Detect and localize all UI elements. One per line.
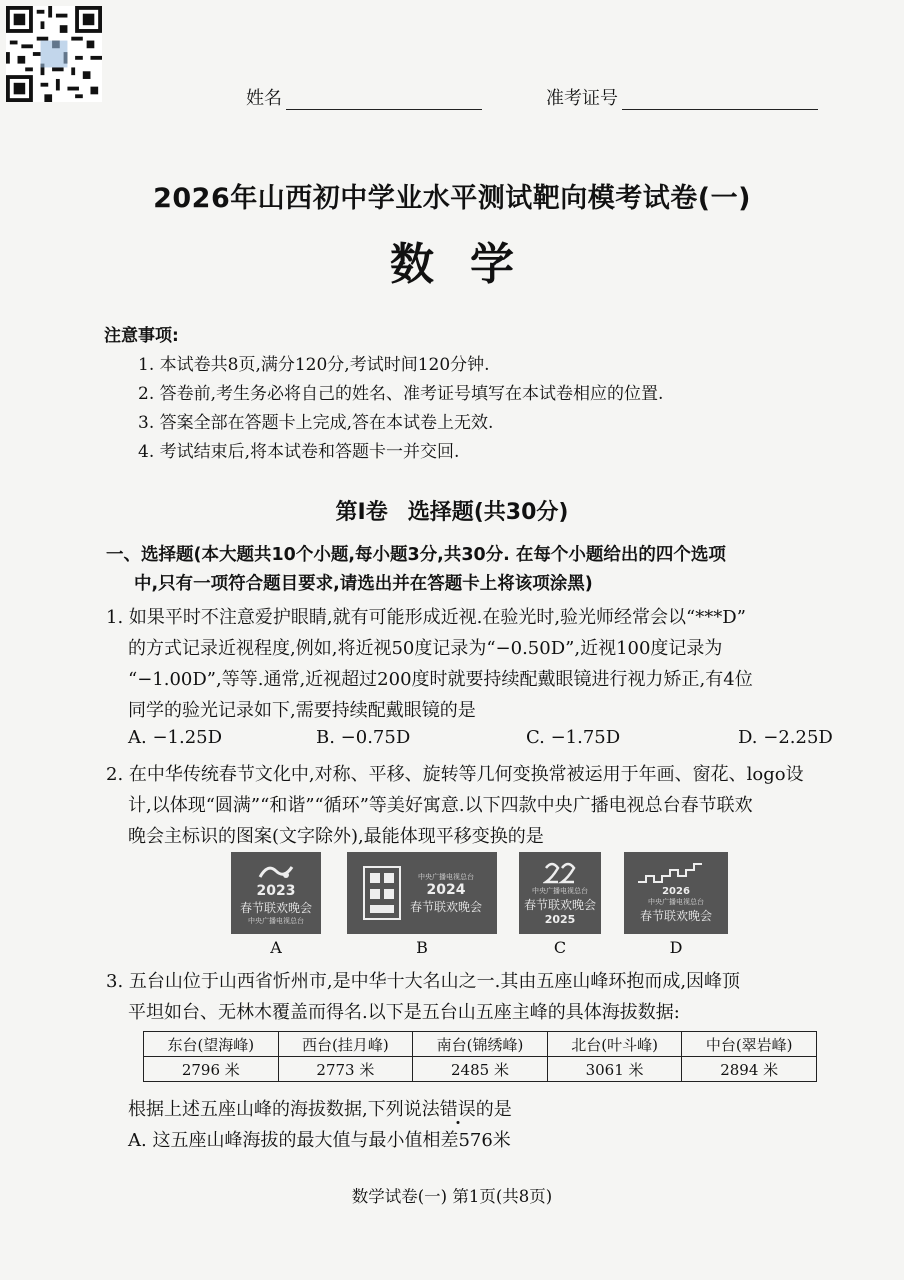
section-name: 选择题(共30分) — [407, 500, 569, 525]
table-header-row — [144, 1032, 817, 1057]
notice-item: 2. 答卷前,考生务必将自己的姓名、准考证号填写在本试卷相应的位置. — [138, 384, 664, 404]
logo-d-year: 2026 — [662, 886, 690, 897]
logo-c-year: 2025 — [544, 913, 576, 926]
table-header-cell: 东台(望海峰) — [144, 1032, 279, 1057]
logo-b-year: 2024 — [426, 881, 466, 898]
logo-b-small: 中央广播电视总台 — [417, 872, 474, 881]
q3-question-post: 的是 — [475, 1099, 512, 1120]
logo-d-name: 春节联欢晚会 — [639, 909, 712, 923]
table-header-cell: 南台(锦绣峰) — [413, 1032, 548, 1057]
logo-a-label: A — [270, 938, 282, 957]
q1-text: “−1.00D”,等等.通常,近视超过200度时就要持续配戴眼镜进行视力矫正,有4位 — [128, 669, 753, 690]
logo-d-emblem — [636, 862, 716, 886]
section-part: 第Ⅰ卷 — [335, 500, 388, 525]
table-cell: 2773 米 — [278, 1057, 413, 1082]
logo-c-small: 中央广播电视总台 — [532, 887, 588, 895]
table-header-cell: 中台(翠岩峰) — [682, 1032, 817, 1057]
logo-c-image — [519, 852, 601, 934]
q1-text: 同学的验光记录如下,需要持续配戴眼镜的是 — [128, 700, 476, 721]
name-blank[interactable] — [286, 89, 482, 110]
page-footer: 数学试卷(一) 第1页(共8页) — [351, 1187, 553, 1206]
notice-item: 4. 考试结束后,将本试卷和答题卡一并交回. — [138, 442, 460, 462]
part-instruction: 中,只有一项符合题目要求,请选出并在答题卡上将该项涂黑) — [134, 574, 593, 594]
logo-d-image — [624, 852, 728, 934]
q1-option-d: D. −2.25D — [738, 727, 833, 748]
table-cell: 2485 米 — [413, 1057, 548, 1082]
qr-code — [6, 4, 102, 104]
table-row — [144, 1057, 817, 1082]
table-header-cell: 北台(叶斗峰) — [547, 1032, 682, 1057]
logo-b-name: 春节联欢晚会 — [409, 899, 482, 914]
logo-a-name: 春节联欢晚会 — [239, 900, 312, 915]
altitude-table — [143, 1031, 817, 1082]
subject-title: 数学 — [390, 239, 550, 290]
table-cell: 2894 米 — [682, 1057, 817, 1082]
logo-b-emblem — [362, 865, 402, 921]
logo-d-small: 中央广播电视总台 — [648, 898, 704, 906]
q3-option-a: A. 这五座山峰海拔的最大值与最小值相差576米 — [128, 1130, 511, 1151]
q3-text: 3. 五台山位于山西省忻州市,是中华十大名山之一.其由五座山峰环抱而成,因峰顶 — [106, 971, 741, 992]
exam-id-blank[interactable] — [622, 89, 818, 110]
notice-item: 3. 答案全部在答题卡上完成,答在本试卷上无效. — [138, 413, 494, 433]
q3-question-pre: 根据上述五座山峰的海拔数据,下列说法 — [128, 1099, 440, 1120]
q3-question-emphasis: 错误 — [439, 1099, 476, 1120]
q1-text: 的方式记录近视程度,例如,将近视50度记录为“−0.50D”,近视100度记录为 — [128, 638, 723, 659]
q3-text: 平坦如台、无林木覆盖而得名.以下是五台山五座主峰的具体海拔数据: — [128, 1002, 680, 1023]
q1-option-c: C. −1.75D — [526, 727, 621, 748]
part-instruction: 一、选择题(本大题共10个小题,每小题3分,共30分. 在每个小题给出的四个选项 — [106, 545, 726, 565]
table-cell: 2796 米 — [144, 1057, 279, 1082]
exam-title: 2026年山西初中学业水平测试靶向模考试卷(一) — [153, 183, 751, 214]
logo-d-label: D — [669, 938, 683, 957]
logo-b-image — [347, 852, 497, 934]
logo-c-label: C — [553, 938, 567, 957]
q2-text: 晚会主标识的图案(文字除外),最能体现平移变换的是 — [128, 826, 544, 847]
table-cell: 3061 米 — [547, 1057, 682, 1082]
name-field[interactable] — [246, 84, 482, 110]
q1-option-a: A. −1.25D — [128, 727, 223, 748]
logo-a-year: 2023 — [256, 882, 296, 899]
logo-a-emblem — [256, 861, 296, 883]
logo-a-image — [231, 852, 321, 934]
q2-text: 计,以体现“圆满”“和谐”“循环”等美好寓意.以下四款中央广播电视总台春节联欢 — [128, 795, 753, 816]
notice-title: 注意事项: — [104, 326, 179, 346]
logo-a-small: 中央广播电视总台 — [248, 916, 304, 925]
exam-id-field[interactable] — [546, 84, 818, 110]
q1-option-b: B. −0.75D — [316, 727, 411, 748]
logo-b-label: B — [416, 938, 428, 957]
section-heading — [0, 495, 904, 526]
q1-text: 1. 如果平时不注意爱护眼睛,就有可能形成近视.在验光时,验光师经常会以“***D” — [106, 607, 746, 628]
logo-c-emblem — [543, 860, 577, 886]
logo-c-name: 春节联欢晚会 — [523, 898, 596, 912]
q2-text: 2. 在中华传统春节文化中,对称、平移、旋转等几何变换常被运用于年画、窗花、logo设 — [106, 764, 804, 785]
table-header-cell: 西台(挂月峰) — [278, 1032, 413, 1057]
name-label: 姓名 — [246, 88, 282, 109]
exam-id-label: 准考证号 — [546, 88, 618, 109]
notice-item: 1. 本试卷共8页,满分120分,考试时间120分钟. — [138, 355, 490, 375]
q3-question — [128, 1095, 512, 1121]
